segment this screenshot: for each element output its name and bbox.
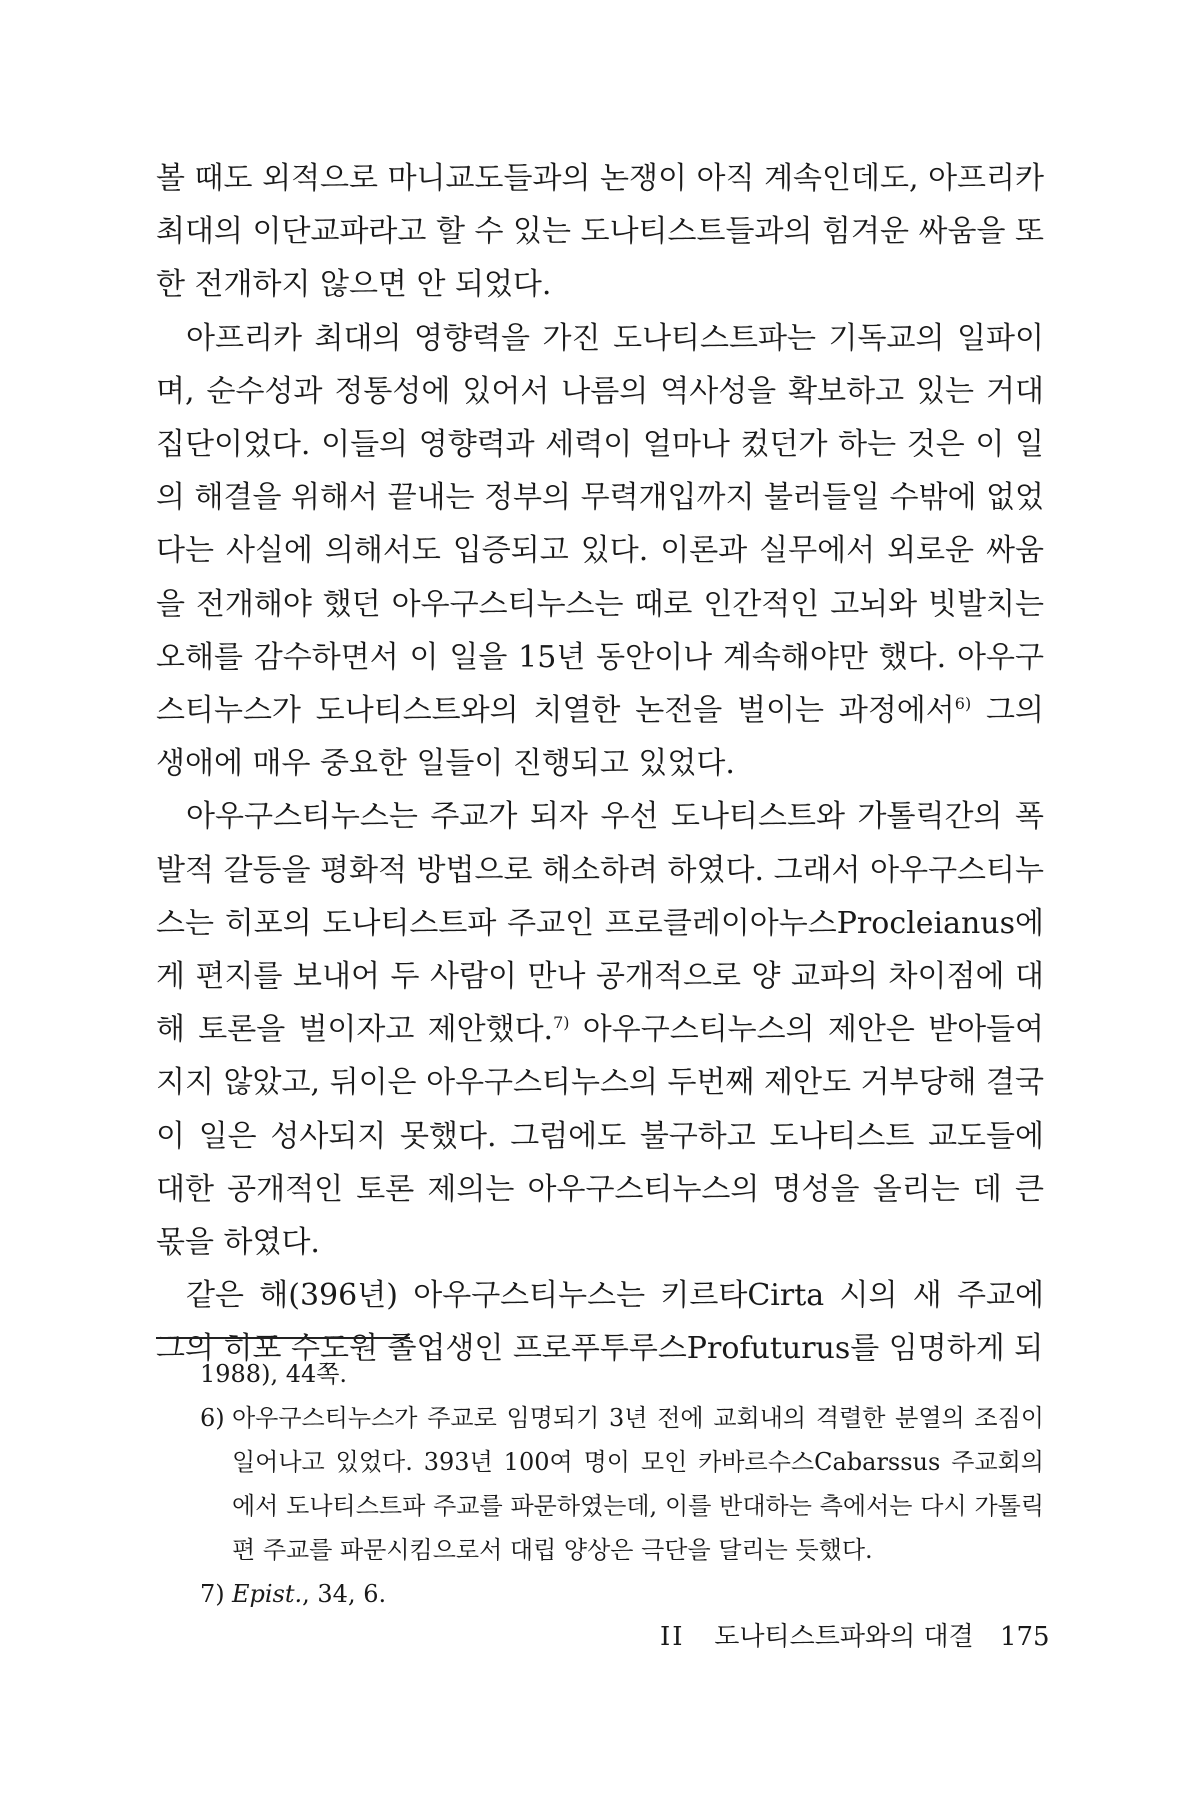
footnotes xyxy=(200,1352,1044,1616)
paragraph-2-text-a: 아프리카 최대의 영향력을 가진 도나티스트파는 기독교의 일파이며, 순수성과 정통성에 있어서 나름의 역사성을 확보하고 있는 거대 집단이었다. 이들의 영향력과 세력이 얼마나 컸던가 하는 것은 이 일의 해결을 위해서 끝내는 정부의 무력개입까지 불러들일 수밖에 없었다는 사실에 의해서도 입증되고 있다. 이론과 실무에서 외로운 싸움을 전개해야 했던 아우구스티누스는 때로 인간적인 고뇌와 빗발치는 오해를 감수하면서 이 일을 15년 동안이나 계속해야만 했다. 아우구스티누스가 도나티스트와의 치열한 논전을 벌이는 과정에서 xyxy=(156,320,1044,729)
running-footer xyxy=(660,1616,1050,1653)
paragraph-2-text-b: 그의 생애에 매우 중요한 일들이 진행되고 있었다. xyxy=(156,693,1044,782)
paragraph-3-text-a: 아우구스티누스는 주교가 되자 우선 도나티스트와 가톨릭간의 폭발적 갈등을 평화적 방법으로 해소하려 하였다. 그래서 아우구스티누스는 히포의 도나티스트파 주교인 프로클레이아누스Procleianus에게 편지를 보내어 두 사람이 만나 공개적으로 양 교파의 차이점에 대해 토론을 벌이자고 제안했다. xyxy=(156,799,1044,1048)
paragraph-4: 같은 해(396년) 아우구스티누스는 키르타Cirta 시의 새 주교에 그의 히포 수도원 졸업생인 프로푸투루스Profuturus를 임명하게 되 xyxy=(156,1278,1044,1367)
footnote-6 xyxy=(200,1396,1044,1572)
footnote-divider xyxy=(156,1337,410,1339)
paragraph-3 xyxy=(156,790,1044,1269)
footnote-ref-7[interactable]: 7) xyxy=(553,1013,570,1033)
page-number: 175 xyxy=(999,1622,1050,1652)
footnote-ref-6[interactable]: 6) xyxy=(954,694,972,714)
footnote-7-work-title: Epist. xyxy=(232,1580,303,1608)
footnote-7 xyxy=(200,1572,1044,1616)
footnote-7-text: , 34, 6. xyxy=(302,1580,387,1608)
chapter-title: 도나티스트파와의 대결 xyxy=(714,1622,974,1652)
footnote-7-number: 7) xyxy=(200,1580,225,1608)
footnote-6-text: 아우구스티누스가 주교로 임명되기 3년 전에 교회내의 격렬한 분열의 조짐이 일어나고 있었다. 393년 100여 명이 모인 카바르수스Cabarssus 주교회의에서 도나티스트파 주교를 파문하였는데, 이를 반대하는 측에서는 다시 가톨릭편 주교를 파문시킴으로서 대립 양상은 극단을 달리는 듯했다. xyxy=(232,1404,1044,1564)
paragraph-3-text-b: 아우구스티누스의 제안은 받아들여지지 않았고, 뒤이은 아우구스티누스의 두번째 제안도 거부당해 결국 이 일은 성사되지 못했다. 그럼에도 불구하고 도나티스트 교도들에 대한 공개적인 토론 제의는 아우구스티누스의 명성을 올리는 데 큰 몫을 하였다. xyxy=(156,1012,1045,1261)
paragraph-1: 볼 때도 외적으로 마니교도들과의 논쟁이 아직 계속인데도, 아프리카 최대의 이단교파라고 할 수 있는 도나티스트들과의 힘겨운 싸움을 또한 전개하지 않으면 안 되었다. xyxy=(156,161,1044,303)
main-text xyxy=(156,152,1044,1376)
footnote-6-number: 6) xyxy=(200,1404,225,1432)
paragraph-2 xyxy=(156,312,1044,791)
footnote-continuation: 1988), 44쪽. xyxy=(200,1360,348,1388)
chapter-number: II xyxy=(660,1622,685,1652)
